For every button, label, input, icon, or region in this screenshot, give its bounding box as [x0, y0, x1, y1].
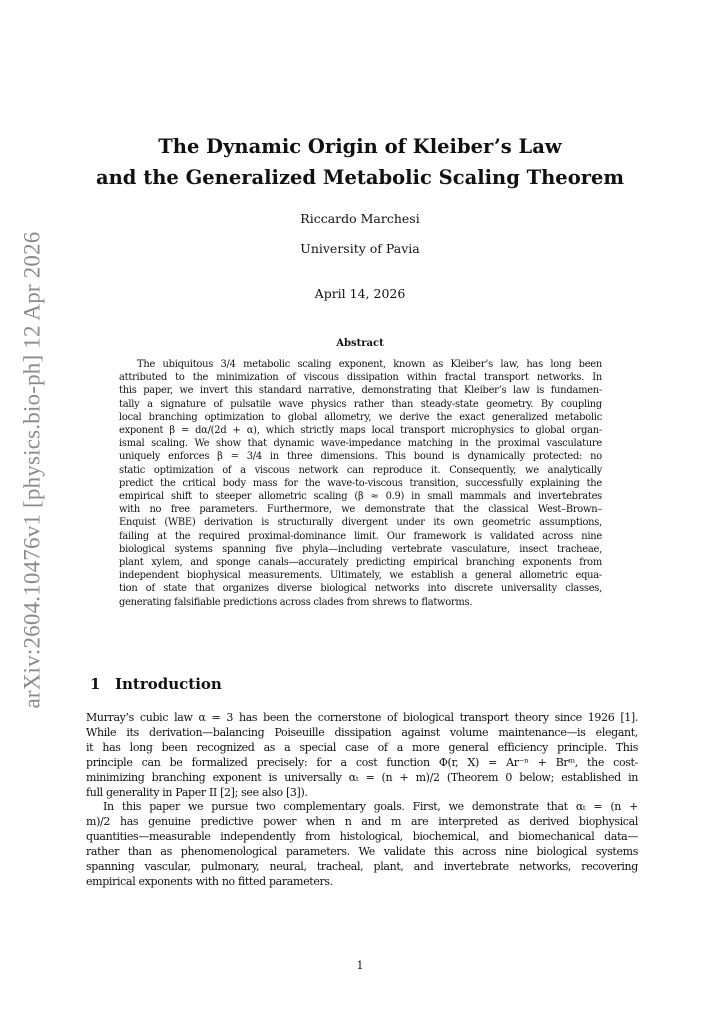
- introduction-body: [86, 711, 638, 890]
- body-line: empirical exponents with no fitted parameters.: [86, 874, 333, 888]
- body-line: In this paper we pursue two complementary goals. First, we demonstrate that αₜ = (n +: [103, 800, 638, 814]
- body-line: quantities—measurable independently from histological, biochemical, and biomechanical data—: [86, 830, 638, 844]
- body-line: spanning vascular, pulmonary, neural, tracheal, plant, and invertebrate networks, recovering: [86, 860, 638, 874]
- publication-date: April 14, 2026: [314, 286, 406, 301]
- paper-title-line-2: and the Generalized Metabolic Scaling Theorem: [95, 166, 625, 189]
- abstract-body: [119, 358, 602, 609]
- arxiv-identifier-text: arXiv:2604.10476v1 [physics.bio-ph] 12 Apr 2026: [20, 231, 45, 709]
- abstract-line: empirical shift to steeper allometric scaling (β ≈ 0.9) in small mammals and invertebrates: [119, 491, 602, 503]
- body-line: minimizing branching exponent is universally αₜ = (n + m)/2 (Theorem 0 below; established in: [86, 770, 638, 784]
- abstract-heading: Abstract: [336, 338, 384, 349]
- abstract-line: static optimization of a viscous network can reproduce it. Consequently, we analytically: [119, 464, 602, 476]
- section-number: 1: [90, 675, 101, 693]
- abstract-line: exponent β = dα/(2d + α), which strictly maps local transport microphysics to global organ-: [119, 425, 602, 437]
- abstract-line: ismal scaling. We show that dynamic wave-impedance matching in the proximal vasculature: [119, 438, 602, 450]
- abstract-line: uniquely enforces β = 3/4 in three dimensions. This bound is dynamically protected: no: [119, 451, 602, 463]
- abstract-line: with no free parameters. Furthermore, we demonstrate that the classical West–Brown–: [119, 504, 602, 516]
- abstract-line: biological systems spanning five phyla—including vertebrate vasculature, insect tracheae,: [119, 543, 602, 555]
- abstract-line: this paper, we invert this standard narrative, demonstrating that Kleiber’s law is fundamen-: [119, 385, 602, 397]
- paper-title: [90, 131, 630, 193]
- abstract-line: local branching optimization to global allometry, we derive the exact generalized metabolic: [119, 411, 602, 423]
- abstract-line: tally a signature of pulsatile wave physics rather than steady-state geometry. By coupling: [119, 398, 602, 410]
- body-line: principle can be formalized precisely: for a cost function Φ(r, X) = Ar⁻ⁿ + Brᵐ, the cost-: [86, 755, 638, 769]
- abstract-line: attributed to the minimization of viscous dissipation within fractal transport networks. In: [119, 372, 602, 384]
- abstract-line: failing at the required proximal-dominance limit. Our framework is validated across nine: [119, 530, 602, 542]
- arxiv-identifier-stamp: [13, 231, 53, 709]
- paper-title-line-1: The Dynamic Origin of Kleiber’s Law: [158, 135, 562, 158]
- section-title: Introduction: [115, 675, 222, 693]
- abstract-line: plant xylem, and sponge canals—accurately predicting empirical branching exponents from: [119, 557, 602, 569]
- section-heading: [90, 675, 222, 693]
- body-line: m)/2 has genuine predictive power when n and m are interpreted as derived biophysical: [86, 815, 638, 829]
- author-name: Riccardo Marchesi: [300, 211, 420, 226]
- abstract-line: generating falsifiable predictions across clades from shrews to flatworms.: [119, 596, 473, 608]
- author-affiliation: University of Pavia: [300, 241, 420, 256]
- body-line: While its derivation—balancing Poiseuille dissipation against volume maintenance—is elegant,: [86, 725, 638, 739]
- abstract-line: independent biophysical measurements. Ultimately, we establish a general allometric equa-: [119, 570, 602, 582]
- body-line: it has long been recognized as a special case of a more general efficiency principle. This: [86, 740, 638, 754]
- abstract-line: The ubiquitous 3/4 metabolic scaling exponent, known as Kleiber’s law, has long been: [137, 359, 602, 370]
- abstract-line: Enquist (WBE) derivation is structurally divergent under its own geometric assumptions,: [119, 517, 602, 529]
- page-number: 1: [356, 959, 364, 972]
- abstract-line: tion of state that organizes diverse biological networks into discrete universality classes,: [119, 583, 602, 595]
- body-line: full generality in Paper II [2]; see also [3]).: [86, 785, 308, 799]
- abstract-line: predict the critical body mass for the wave-to-viscous transition, successfully explaining the: [119, 477, 602, 489]
- body-line: Murray’s cubic law α = 3 has been the cornerstone of biological transport theory since 1926 [1].: [86, 711, 638, 724]
- body-line: rather than as phenomenological parameters. We validate this across nine biological systems: [86, 845, 638, 859]
